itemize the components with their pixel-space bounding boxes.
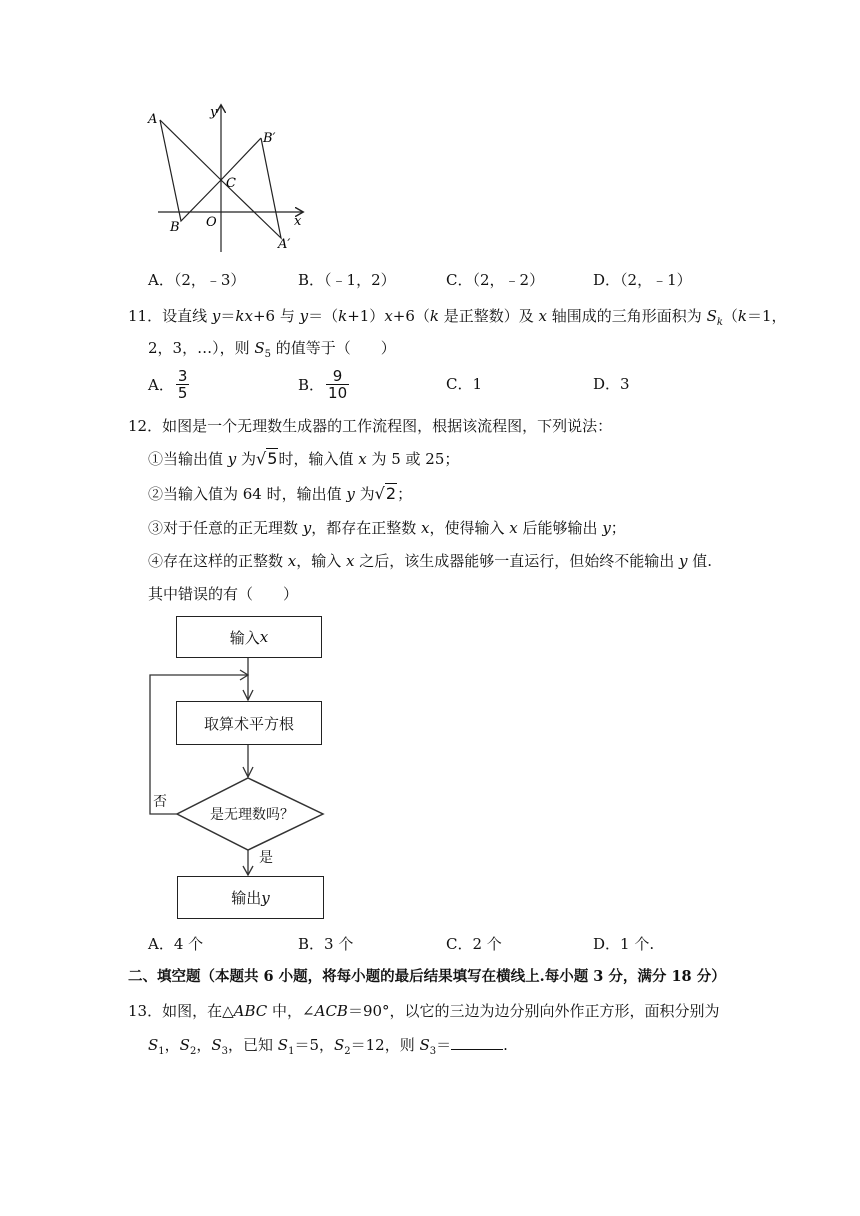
q12-option-b: B．3 个 [298,935,354,953]
q12-statement-1: ①当输出值 y 为√5时，输入值 x 为 5 或 25； [148,449,460,468]
q11-option-a: A． $\frac{3}{5}$ [148,367,188,402]
q12-option-d: D．1 个. [593,935,655,953]
label-B: B [170,220,180,235]
flow-sqrt-box: 取算术平方根 [176,701,322,745]
label-A: A [148,112,158,127]
flow-output-box: 输出 y [177,876,324,919]
q12-stem: 12．如图是一个无理数生成器的工作流程图，根据该流程图，下列说法： [128,417,613,435]
q12-option-a: A．4 个 [148,935,204,953]
q11-option-d: D．3 [593,375,630,393]
q12-option-c: C．2 个 [446,935,502,953]
q13-line2: $S_1$，$S_2$，$S_3$，已知 $S_1=5$，$S_2=12$，则 $S_3=$ . [148,1036,508,1057]
q11-line2: 2，3，…），则 $S_5$ 的值等于（ ） [148,339,396,360]
q12-statement-2: ②当输入值为 64 时，输出值 y 为√2； [148,484,413,503]
flow-no-label: 否 [153,794,167,810]
q13-answer-blank[interactable] [451,1035,503,1050]
q11-option-c: C．1 [446,375,483,393]
label-B-prime: B′ [263,131,276,146]
q12-question: 其中错误的有（ ） [148,585,299,603]
q12-statement-3: ③对于任意的正无理数 y，都存在正整数 x，使得输入 x 后能够输出 y； [148,519,626,537]
label-x: x [294,214,302,229]
section-2-heading: 二、填空题（本题共 6 小题，将每小题的最后结果填写在横线上.每小题 3 分，满分 18 分） [128,968,726,985]
q10-option-d: D．（2，﹣1） [593,271,692,289]
flow-decision-label: 是无理数吗？ [210,807,294,823]
q10-coordinate-figure [140,100,320,260]
q10-option-b: B．（﹣1，2） [298,271,396,289]
label-O: O [206,215,217,230]
q11-line1: 11．设直线 y＝kx+6 与 y＝（k+1）x+6（k 是正整数）及 x 轴围成的三角形面积为 $S_k(k=1$， [128,307,787,328]
flow-yes-label: 是 [259,850,273,866]
label-C: C [226,176,236,191]
q13-line1: 13．如图，在△ABC 中，∠ACB＝90°，以它的三边为边分别向外作正方形，面积分别为 [128,1002,720,1020]
q12-statement-4: ④存在这样的正整数 x，输入 x 之后，该生成器能够一直运行，但始终不能输出 y 值. [148,552,713,570]
flow-input-box: 输入 x [176,616,322,658]
q10-option-c: C．（2，﹣2） [446,271,545,289]
label-A-prime: A′ [278,237,291,252]
q11-option-b: B． $\frac{9}{10}$ [298,367,348,402]
label-y: y [210,105,218,120]
q10-option-a: A．（2，﹣3） [148,271,246,289]
